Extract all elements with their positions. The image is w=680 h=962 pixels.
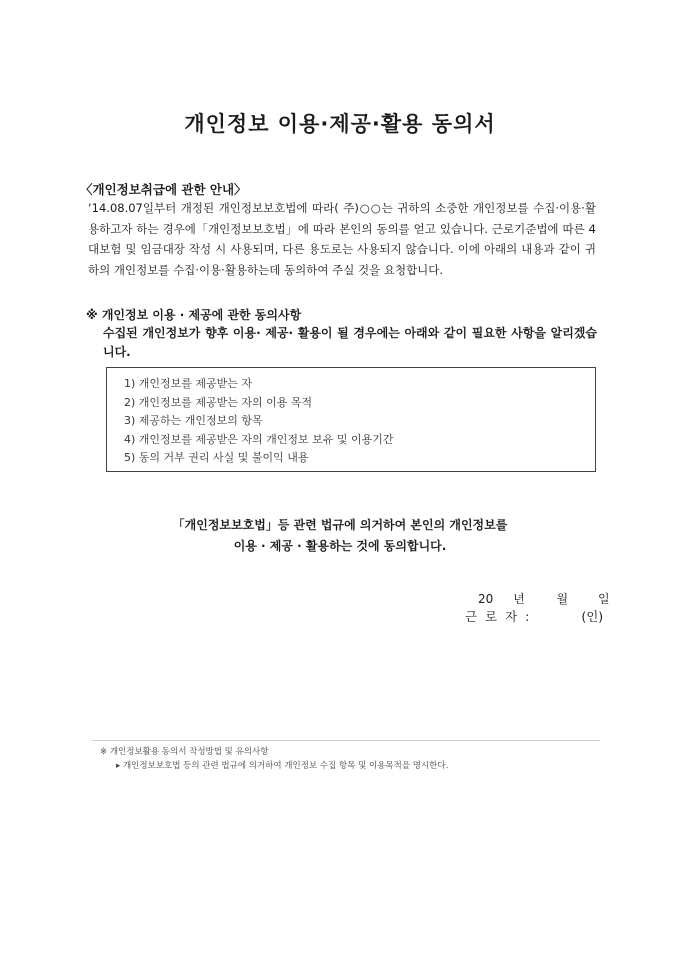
agreement-statement	[0, 515, 680, 557]
consent-item: 4) 개인정보를 제공받은 자의 개인정보 보유 및 이용기간	[124, 432, 394, 446]
date-line	[478, 590, 610, 607]
agreement-line-2: 이용 · 제공 · 활용하는 것에 동의합니다.	[233, 539, 447, 553]
day-label: 일	[597, 592, 610, 606]
footnote-divider	[92, 740, 600, 741]
seal-mark: (인)	[581, 609, 604, 624]
consent-item: 5) 동의 거부 권리 사실 및 불이익 내용	[124, 451, 309, 464]
consent-item: 3) 제공하는 개인정보의 항목	[124, 414, 263, 427]
worker-label: 근 로 자 :	[465, 609, 532, 624]
year-label: 년	[513, 592, 525, 606]
year-prefix: 20	[478, 592, 494, 606]
footnote-heading: ※ 개인정보활용 동의서 작성방법 및 유의사항	[100, 747, 269, 757]
worker-signature-line	[465, 607, 603, 625]
consent-intro: 수집된 개인정보가 향후 이용· 제공· 활용이 될 경우에는 아래와 같이 필요한 사항을 알리겠습니다.	[103, 326, 597, 359]
guide-body: ‘14.08.07일부터 개정된 개인정보보호법에 따라( 주)○○는 귀하의 소중한 개인정보를 수집·이용·활용하고자 하는 경우에「개인정보보호법」에 따라 본인의 동의를 얻고 있습니다. 근로기준법에 따른 4대보험 및 임금대장 작성 시 사용되며, 다른 용도로는 사용되지 않습니다. 이에 아래의 내용과 같이 귀하의 개인정보를 수집·이용·활용하는데 동의하여 주실 것을 요청합니다.	[88, 201, 596, 277]
agreement-line-1: 「개인정보보호법」등 관련 법규에 의거하여 본인의 개인정보를	[172, 518, 508, 532]
consent-item: 1) 개인정보를 제공받는 자	[124, 377, 253, 390]
consent-item: 2) 개인정보를 제공받는 자의 이용 목적	[124, 395, 313, 409]
footnote-body: ▸ 개인정보보호법 등의 관련 법규에 의거하여 개인정보 수집 항목 및 이용목적을 명시한다.	[116, 761, 449, 771]
month-label: 월	[556, 592, 569, 606]
guide-heading: 〈개인정보취급에 관한 안내〉	[80, 182, 247, 197]
consent-heading: ※ 개인정보 이용 · 제공에 관한 동의사항	[86, 308, 302, 322]
consent-items-box	[106, 367, 596, 472]
consent-items-list	[124, 375, 595, 468]
document-title: 개인정보 이용·제공·활용 동의서	[184, 112, 496, 136]
